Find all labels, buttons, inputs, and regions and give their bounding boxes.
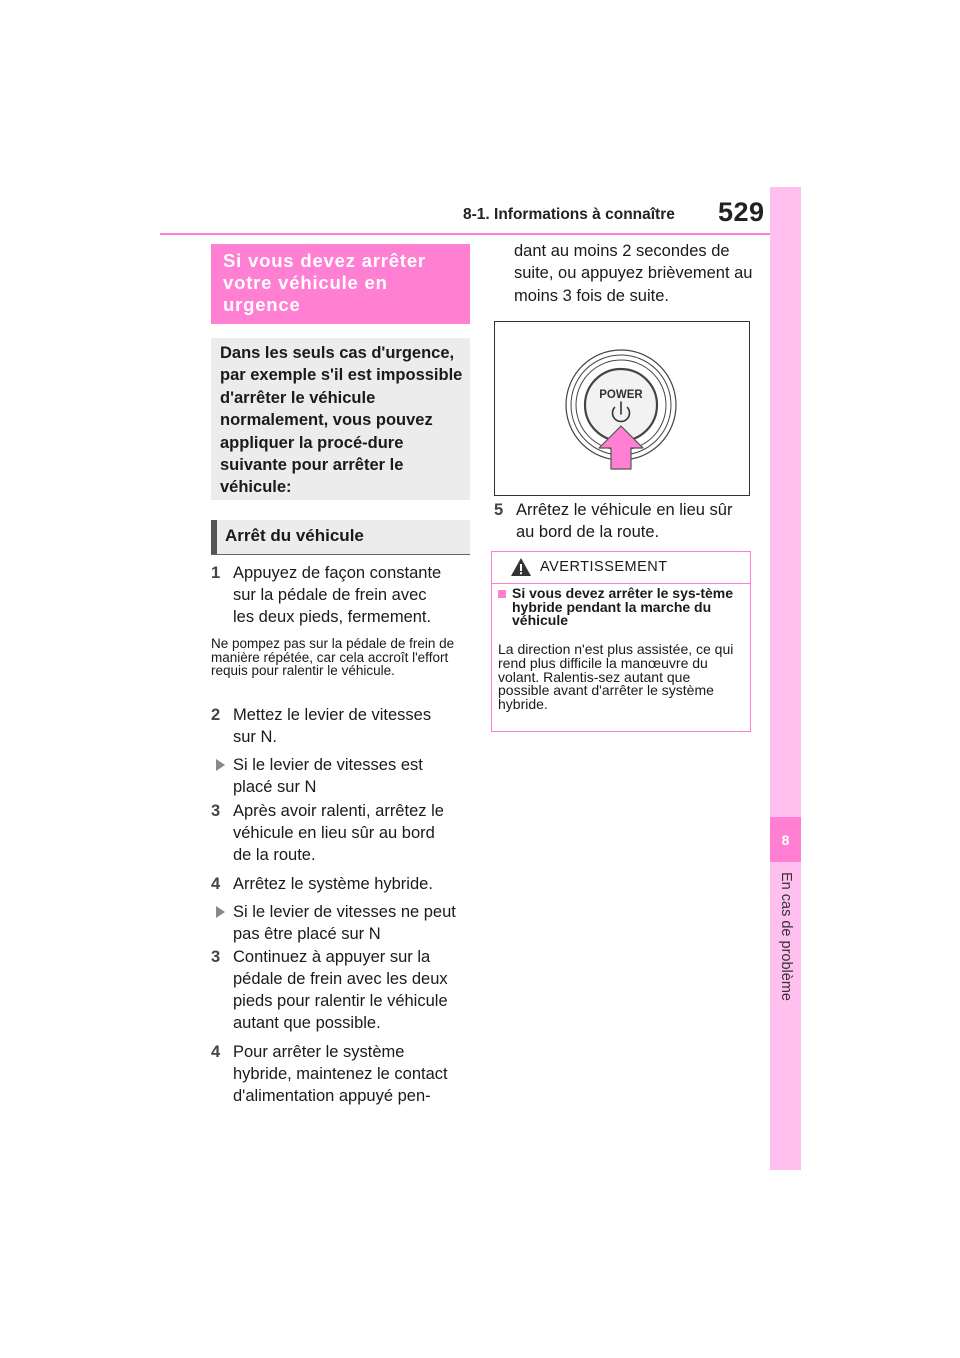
step-text: Après avoir ralenti, arrêtez le véhicule en lieu sûr au bord de la route. bbox=[233, 802, 444, 864]
step-5 bbox=[494, 499, 734, 543]
chapter-title-vertical bbox=[770, 872, 801, 1142]
step-3a bbox=[211, 800, 451, 866]
intro-text: Dans les seuls cas d'urgence, par exemple s'il est impossible d'arrêter le véhicule normalement, vous pouvez appliquer la procé-dure suivante pour arrêter le véhicule: bbox=[220, 344, 463, 497]
step-number: 5 bbox=[494, 501, 504, 519]
step-text: Appuyez de façon constante sur la pédale de frein avec les deux pieds, fermement. bbox=[233, 564, 442, 626]
step-text: Pour arrêter le système hybride, maintenez le contact d'alimentation appuyé pen- bbox=[233, 1043, 448, 1105]
page-number: 529 bbox=[718, 197, 765, 227]
power-button-drawing bbox=[495, 322, 749, 495]
step-number: 3 bbox=[211, 948, 221, 966]
warning-title: Si vous devez arrêter le sys-tème hybride pendant la marche du véhicule bbox=[512, 585, 734, 628]
step-4b bbox=[211, 1041, 451, 1107]
subheading-bar bbox=[211, 520, 217, 554]
warning-bullet-icon bbox=[498, 590, 506, 598]
intro-box bbox=[211, 338, 470, 500]
step-4a bbox=[211, 873, 451, 895]
case-text: Si le levier de vitesses ne peut pas être placé sur N bbox=[233, 903, 456, 943]
section-heading: Si vous devez arrêter votre véhicule en urgence bbox=[223, 250, 426, 315]
step-number: 2 bbox=[211, 706, 221, 724]
step-2 bbox=[211, 704, 451, 748]
warning-label: AVERTISSEMENT bbox=[540, 559, 668, 575]
step-3b bbox=[211, 946, 451, 1034]
step-text: Arrêtez le système hybride. bbox=[233, 875, 433, 893]
triangle-bullet-icon bbox=[216, 759, 225, 771]
section-title: 8-1. Informations à connaître bbox=[463, 206, 675, 223]
power-label: POWER bbox=[599, 389, 643, 401]
header-divider bbox=[160, 233, 770, 235]
step-text: Mettez le levier de vitesses sur N. bbox=[233, 706, 432, 746]
warning-triangle-icon bbox=[510, 557, 532, 577]
warning-body: La direction n'est plus assistée, ce qui rend plus difficile la manœuvre du volant. Ralentis-sez autant que possible avant d'arrêter le système hybride. bbox=[498, 641, 734, 713]
subheading-box bbox=[211, 520, 470, 555]
step-text: Arrêtez le véhicule en lieu sûr au bord de la route. bbox=[516, 501, 733, 541]
step-number: 4 bbox=[211, 1043, 221, 1061]
section-heading-box bbox=[211, 244, 470, 324]
case-text: Si le levier de vitesses est placé sur N bbox=[233, 756, 423, 796]
chapter-number-tab: 8 bbox=[770, 817, 801, 862]
step-note: Ne pompez pas sur la pédale de frein de manière répétée, car cela accroît l'effort requis pour ralentir le véhicule. bbox=[211, 636, 455, 678]
step-1 bbox=[211, 562, 451, 628]
step-number: 1 bbox=[211, 564, 221, 582]
case-1 bbox=[216, 754, 456, 798]
case-2 bbox=[216, 901, 456, 945]
power-button-illustration bbox=[494, 321, 750, 496]
triangle-bullet-icon bbox=[216, 906, 225, 918]
warning-box bbox=[491, 551, 751, 732]
warning-header bbox=[492, 552, 750, 584]
step-number: 4 bbox=[211, 875, 221, 893]
step-4b-continued: dant au moins 2 secondes de suite, ou appuyez brièvement au moins 3 fois de suite. bbox=[514, 242, 753, 305]
chapter-title-label: En cas de problème bbox=[777, 872, 794, 1001]
step-text: Continuez à appuyer sur la pédale de frein avec les deux pieds pour ralentir le véhicule autant que possible. bbox=[233, 948, 448, 1032]
step-number: 3 bbox=[211, 802, 221, 820]
subheading: Arrêt du véhicule bbox=[225, 526, 364, 545]
